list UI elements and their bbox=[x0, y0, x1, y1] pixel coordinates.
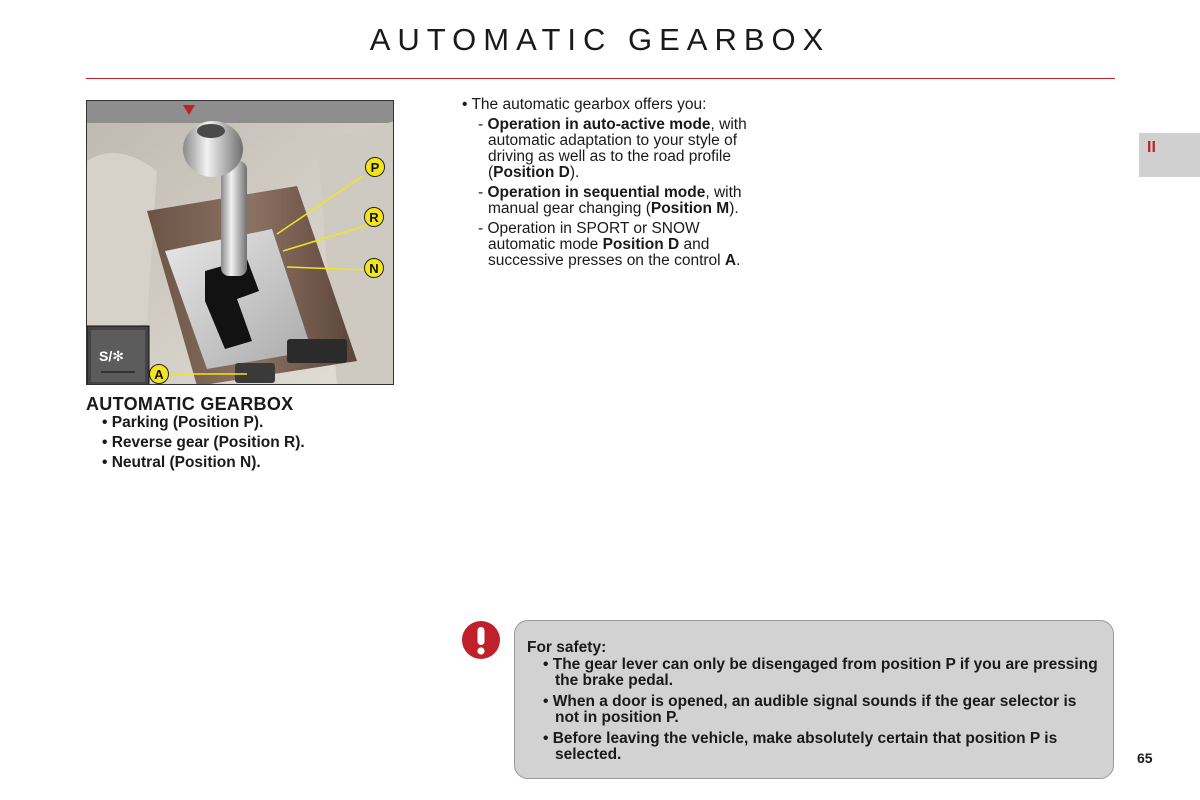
callout-p: P bbox=[365, 157, 385, 177]
warning-icon bbox=[462, 621, 500, 659]
callout-r: R bbox=[364, 207, 384, 227]
list-item: • Neutral (Position N). bbox=[102, 453, 305, 473]
mode-item-sport-snow: - Operation in SPORT or SNOW automatic mode Position D and successive presses on the control A. bbox=[478, 220, 741, 269]
list-item: • Parking (Position P). bbox=[102, 413, 305, 433]
title-rule bbox=[86, 78, 1115, 79]
list-item: • The gear lever can only be disengaged from position P if you are pressing the brake pedal. bbox=[543, 657, 1103, 689]
chapter-tab bbox=[1139, 133, 1200, 177]
list-item: • When a door is opened, an audible signal sounds if the gear selector is not in position P. bbox=[543, 694, 1103, 726]
safety-list bbox=[543, 657, 1103, 768]
description-column bbox=[462, 97, 762, 273]
callout-a: A bbox=[149, 364, 169, 384]
section-heading: AUTOMATIC GEARBOX bbox=[86, 394, 294, 414]
page-number: 65 bbox=[1137, 750, 1153, 766]
callout-n: N bbox=[364, 258, 384, 278]
list-item: • Reverse gear (Position R). bbox=[102, 433, 305, 453]
list-item: • Before leaving the vehicle, make absolutely certain that position P is selected. bbox=[543, 731, 1103, 763]
safety-title: For safety: bbox=[527, 639, 607, 656]
intro-text: • The automatic gearbox offers you: bbox=[462, 96, 707, 113]
safety-notice bbox=[514, 620, 1114, 779]
gearbox-illustration bbox=[87, 101, 394, 385]
mode-item-auto: - Operation in auto-active mode, with automatic adaptation to your style of driving as well as to the road profile (Position D). bbox=[478, 116, 747, 181]
mode-button-label: S/✻ bbox=[99, 348, 124, 364]
chapter-label: II bbox=[1147, 139, 1156, 156]
position-list bbox=[102, 413, 305, 473]
gearbox-photo bbox=[86, 100, 394, 385]
mode-item-sequential: - Operation in sequential mode, with manual gear changing (Position M). bbox=[478, 184, 742, 217]
page-title: AUTOMATIC GEARBOX bbox=[369, 22, 831, 57]
